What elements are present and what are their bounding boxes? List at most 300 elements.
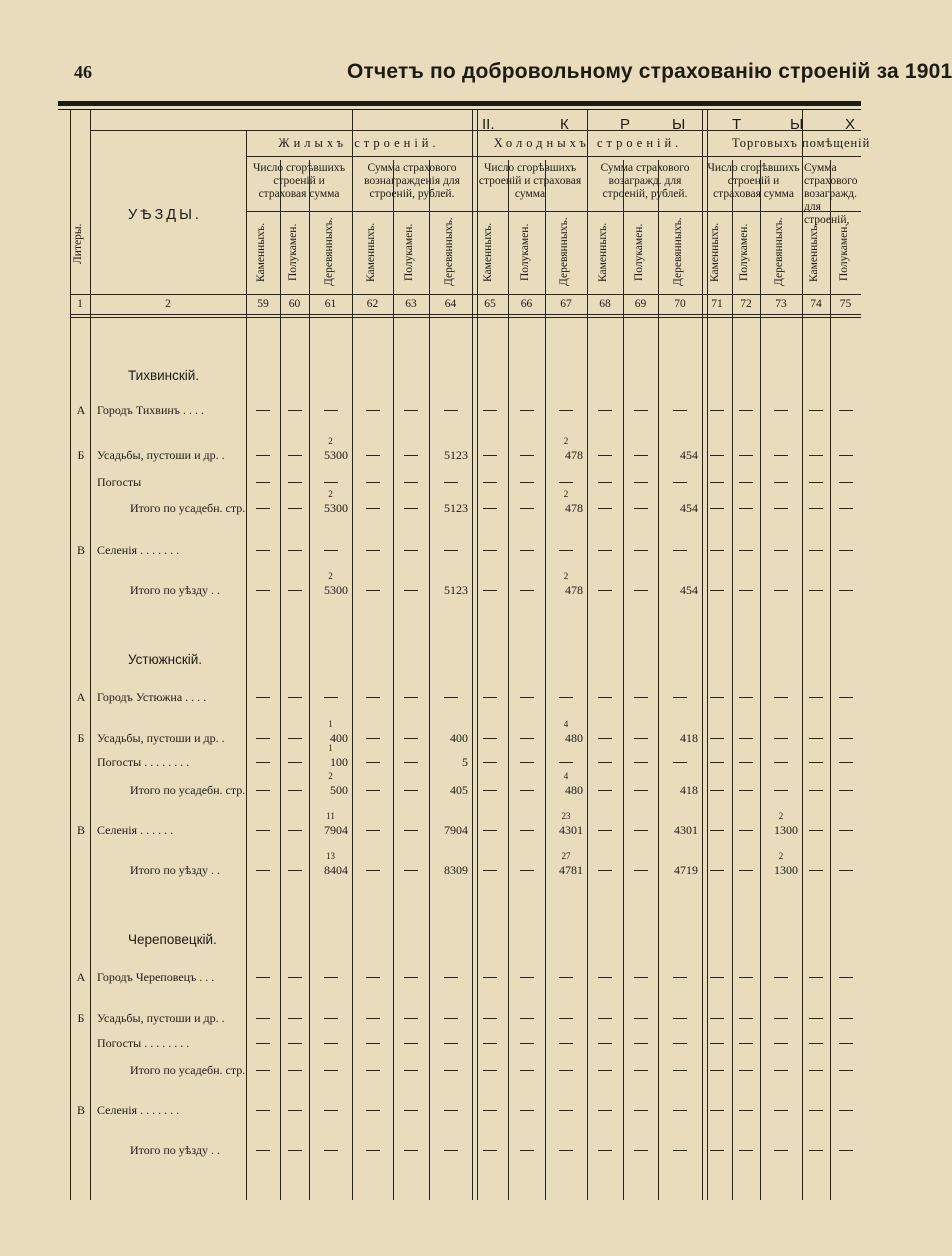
empty-dash — [634, 590, 648, 591]
column-rule — [280, 160, 281, 1200]
empty-dash — [559, 1043, 573, 1044]
row-label: Итого по усадебн. стр. — [130, 501, 246, 515]
empty-dash — [483, 1043, 497, 1044]
material-label: Полукамен. — [632, 223, 645, 281]
material-label: Деревянныхъ. — [442, 217, 455, 287]
empty-dash — [288, 1110, 302, 1111]
empty-dash — [710, 1043, 724, 1044]
empty-dash — [839, 830, 853, 831]
empty-dash — [444, 1018, 458, 1019]
empty-dash — [366, 762, 380, 763]
empty-dash — [520, 790, 534, 791]
empty-dash — [483, 762, 497, 763]
empty-dash — [809, 790, 823, 791]
empty-dash — [444, 482, 458, 483]
cell-value: 1300 — [774, 823, 798, 837]
empty-dash — [483, 830, 497, 831]
column-rule — [508, 160, 509, 1200]
empty-dash — [324, 697, 338, 698]
empty-dash — [739, 410, 753, 411]
empty-dash — [634, 870, 648, 871]
cell-count: 1 — [328, 743, 333, 753]
column-rule — [472, 110, 478, 1200]
empty-dash — [598, 482, 612, 483]
empty-dash — [774, 1043, 788, 1044]
empty-dash — [710, 738, 724, 739]
cell-value: 1300 — [774, 863, 798, 877]
empty-dash — [324, 1110, 338, 1111]
empty-dash — [288, 455, 302, 456]
empty-dash — [774, 977, 788, 978]
cell-value: 4781 — [559, 863, 583, 877]
empty-dash — [809, 1110, 823, 1111]
cell-count: 2 — [563, 571, 569, 581]
empty-dash — [366, 410, 380, 411]
empty-dash — [256, 870, 270, 871]
literas-header: Литеры. — [72, 223, 84, 265]
column-rule — [70, 110, 71, 1200]
empty-dash — [598, 1018, 612, 1019]
empty-dash — [634, 455, 648, 456]
column-rule — [393, 160, 394, 1200]
empty-dash — [483, 482, 497, 483]
sub-sum-cold: Сумма страхового возагражд. для строеній, рублей. — [600, 162, 690, 200]
empty-dash — [366, 977, 380, 978]
cell-count: 23 — [561, 811, 571, 821]
empty-dash — [483, 1018, 497, 1019]
empty-dash — [256, 1150, 270, 1151]
empty-dash — [710, 870, 724, 871]
column-rule — [802, 110, 803, 1200]
material-label: Деревянныхъ. — [773, 217, 785, 287]
empty-dash — [774, 410, 788, 411]
column-number: 66 — [520, 298, 533, 310]
cell-value: 7904 — [324, 823, 348, 837]
column-number: 62 — [366, 298, 379, 310]
empty-dash — [774, 762, 788, 763]
empty-dash — [256, 697, 270, 698]
empty-dash — [809, 1070, 823, 1071]
empty-dash — [774, 1018, 788, 1019]
column-rule — [658, 160, 659, 1200]
empty-dash — [634, 1018, 648, 1019]
empty-dash — [366, 482, 380, 483]
cell-value: 8404 — [324, 863, 348, 877]
empty-dash — [673, 762, 687, 763]
empty-dash — [710, 977, 724, 978]
empty-dash — [520, 830, 534, 831]
empty-dash — [366, 1070, 380, 1071]
empty-dash — [483, 738, 497, 739]
empty-dash — [839, 738, 853, 739]
empty-dash — [520, 482, 534, 483]
empty-dash — [774, 1070, 788, 1071]
sub-sum-living: Сумма страхового вознагражденія для строеній, рублей. — [364, 162, 460, 200]
empty-dash — [520, 410, 534, 411]
header-rule — [246, 156, 861, 157]
empty-dash — [288, 977, 302, 978]
empty-dash — [774, 508, 788, 509]
empty-dash — [809, 508, 823, 509]
column-number: 71 — [711, 298, 723, 310]
column-number: 60 — [288, 298, 301, 310]
empty-dash — [559, 410, 573, 411]
empty-dash — [598, 550, 612, 551]
empty-dash — [520, 1043, 534, 1044]
empty-dash — [634, 1110, 648, 1111]
column-number: 75 — [839, 298, 852, 310]
empty-dash — [774, 590, 788, 591]
cell-value: 4301 — [559, 823, 583, 837]
cell-value: 418 — [680, 783, 698, 797]
empty-dash — [520, 1150, 534, 1151]
empty-dash — [710, 482, 724, 483]
empty-dash — [404, 1150, 418, 1151]
empty-dash — [366, 508, 380, 509]
empty-dash — [839, 697, 853, 698]
empty-dash — [839, 590, 853, 591]
empty-dash — [839, 1110, 853, 1111]
empty-dash — [839, 762, 853, 763]
empty-dash — [710, 762, 724, 763]
row-litera: В — [76, 1103, 85, 1117]
column-number: 72 — [740, 298, 752, 310]
row-litera: А — [76, 403, 86, 417]
empty-dash — [366, 697, 380, 698]
row-litera: В — [76, 823, 85, 837]
top-rule-thin — [58, 109, 861, 110]
column-rule — [429, 160, 430, 1200]
material-label: Полукамен. — [518, 223, 531, 281]
empty-dash — [839, 550, 853, 551]
cell-value: 400 — [450, 731, 468, 745]
column-number: 68 — [599, 298, 611, 310]
sub-sum-trade: Сумма страхового возагражд. для строеній, — [804, 162, 858, 226]
empty-dash — [520, 697, 534, 698]
empty-dash — [839, 870, 853, 871]
empty-dash — [520, 738, 534, 739]
header-rule — [90, 130, 861, 131]
empty-dash — [404, 508, 418, 509]
empty-dash — [404, 762, 418, 763]
empty-dash — [598, 830, 612, 831]
empty-dash — [256, 410, 270, 411]
empty-dash — [839, 508, 853, 509]
empty-dash — [598, 455, 612, 456]
empty-dash — [366, 1110, 380, 1111]
empty-dash — [324, 977, 338, 978]
empty-dash — [634, 830, 648, 831]
empty-dash — [739, 1018, 753, 1019]
empty-dash — [598, 410, 612, 411]
empty-dash — [444, 1150, 458, 1151]
empty-dash — [839, 482, 853, 483]
empty-dash — [366, 1043, 380, 1044]
column-number: 67 — [560, 298, 572, 310]
empty-dash — [809, 1018, 823, 1019]
row-label: Итого по уѣзду . . — [130, 863, 220, 877]
empty-dash — [710, 1150, 724, 1151]
empty-dash — [444, 1043, 458, 1044]
empty-dash — [366, 870, 380, 871]
row-label: Погосты . . . . . . . . — [97, 755, 190, 769]
empty-dash — [444, 1110, 458, 1111]
row-litera: А — [76, 970, 86, 984]
page-number: 46 — [74, 62, 92, 82]
empty-dash — [520, 590, 534, 591]
section-letter: Х — [845, 116, 856, 133]
empty-dash — [634, 762, 648, 763]
empty-dash — [673, 482, 687, 483]
empty-dash — [634, 1150, 648, 1151]
empty-dash — [710, 590, 724, 591]
cell-count: 2 — [778, 811, 784, 821]
empty-dash — [520, 1070, 534, 1071]
empty-dash — [256, 830, 270, 831]
empty-dash — [839, 1150, 853, 1151]
cell-value: 478 — [565, 501, 583, 515]
empty-dash — [366, 590, 380, 591]
empty-dash — [288, 550, 302, 551]
cell-value: 480 — [565, 731, 583, 745]
empty-dash — [559, 977, 573, 978]
cell-value: 405 — [450, 783, 468, 797]
empty-dash — [598, 1150, 612, 1151]
empty-dash — [839, 1043, 853, 1044]
sub-count-cold: Число сгорѣвшихъ строеній и страховая сумма — [478, 162, 582, 200]
cell-value: 454 — [680, 448, 698, 462]
empty-dash — [444, 410, 458, 411]
row-litera: Б — [77, 1011, 85, 1025]
empty-dash — [739, 738, 753, 739]
section-letter: Ы — [790, 116, 804, 133]
empty-dash — [710, 1070, 724, 1071]
empty-dash — [710, 697, 724, 698]
empty-dash — [559, 1110, 573, 1111]
empty-dash — [739, 697, 753, 698]
empty-dash — [673, 410, 687, 411]
empty-dash — [288, 830, 302, 831]
material-label: Каменныхъ. — [482, 222, 494, 282]
district-name: Устюжнскій. — [128, 652, 203, 667]
empty-dash — [324, 550, 338, 551]
empty-dash — [739, 830, 753, 831]
empty-dash — [809, 977, 823, 978]
empty-dash — [809, 697, 823, 698]
empty-dash — [634, 550, 648, 551]
empty-dash — [520, 1110, 534, 1111]
empty-dash — [483, 1110, 497, 1111]
empty-dash — [634, 738, 648, 739]
empty-dash — [839, 977, 853, 978]
empty-dash — [673, 1110, 687, 1111]
empty-dash — [839, 1070, 853, 1071]
empty-dash — [288, 1043, 302, 1044]
empty-dash — [520, 550, 534, 551]
empty-dash — [288, 738, 302, 739]
column-rule — [352, 110, 353, 1200]
empty-dash — [366, 738, 380, 739]
empty-dash — [404, 1110, 418, 1111]
group-cold-header: Холодныхъ строеній. — [493, 136, 683, 150]
empty-dash — [559, 550, 573, 551]
group-living-header: Жилыхъ строеній. — [278, 136, 440, 150]
empty-dash — [520, 508, 534, 509]
empty-dash — [739, 977, 753, 978]
section-letter: Р — [620, 116, 631, 133]
empty-dash — [404, 482, 418, 483]
empty-dash — [404, 1018, 418, 1019]
empty-dash — [809, 762, 823, 763]
cell-count: 4 — [563, 719, 569, 729]
section-letter: II. — [482, 116, 495, 133]
empty-dash — [673, 550, 687, 551]
empty-dash — [634, 482, 648, 483]
cell-value: 500 — [330, 783, 348, 797]
empty-dash — [710, 830, 724, 831]
empty-dash — [288, 1070, 302, 1071]
empty-dash — [256, 550, 270, 551]
section-letter: К — [560, 116, 569, 133]
cell-value: 100 — [330, 755, 348, 769]
empty-dash — [559, 482, 573, 483]
empty-dash — [483, 697, 497, 698]
empty-dash — [634, 1043, 648, 1044]
empty-dash — [559, 762, 573, 763]
column-rule — [623, 160, 624, 1200]
empty-dash — [404, 830, 418, 831]
empty-dash — [288, 762, 302, 763]
empty-dash — [288, 1150, 302, 1151]
empty-dash — [288, 1018, 302, 1019]
empty-dash — [598, 1070, 612, 1071]
empty-dash — [809, 590, 823, 591]
cell-value: 5123 — [444, 583, 468, 597]
empty-dash — [404, 697, 418, 698]
empty-dash — [256, 1043, 270, 1044]
empty-dash — [483, 977, 497, 978]
empty-dash — [739, 1043, 753, 1044]
empty-dash — [366, 550, 380, 551]
empty-dash — [404, 790, 418, 791]
column-number: 64 — [444, 298, 457, 310]
empty-dash — [739, 1070, 753, 1071]
empty-dash — [839, 455, 853, 456]
empty-dash — [483, 508, 497, 509]
page-title: Отчетъ по добровольному страхованію строеній за 1901 — [347, 60, 952, 83]
empty-dash — [288, 410, 302, 411]
empty-dash — [366, 455, 380, 456]
empty-dash — [673, 697, 687, 698]
row-label: Городъ Тихвинъ . . . . — [97, 403, 205, 417]
empty-dash — [809, 1043, 823, 1044]
column-rule — [760, 160, 761, 1200]
empty-dash — [598, 762, 612, 763]
material-label: Каменныхъ. — [255, 222, 267, 282]
column-number: 61 — [324, 298, 337, 310]
empty-dash — [809, 550, 823, 551]
cell-count: 2 — [328, 571, 333, 581]
empty-dash — [366, 1150, 380, 1151]
empty-dash — [288, 697, 302, 698]
cell-value: 454 — [680, 501, 698, 515]
material-label: Деревянныхъ. — [672, 217, 684, 287]
row-label: Итого по уѣзду . . — [130, 1143, 220, 1157]
header-rule — [70, 317, 861, 318]
empty-dash — [404, 738, 418, 739]
row-label: Селенія . . . . . . . — [97, 543, 180, 557]
cell-count: 11 — [326, 811, 335, 821]
empty-dash — [404, 977, 418, 978]
column-rule — [830, 160, 831, 1200]
empty-dash — [404, 410, 418, 411]
empty-dash — [739, 455, 753, 456]
empty-dash — [520, 762, 534, 763]
empty-dash — [774, 455, 788, 456]
empty-dash — [483, 550, 497, 551]
section-letter: Ы — [672, 116, 686, 133]
row-litera: А — [76, 690, 86, 704]
material-label: Каменныхъ. — [597, 222, 609, 282]
empty-dash — [839, 410, 853, 411]
empty-dash — [673, 1070, 687, 1071]
empty-dash — [673, 1043, 687, 1044]
row-label: Городъ Устюжна . . . . — [97, 690, 207, 704]
empty-dash — [483, 870, 497, 871]
empty-dash — [483, 1070, 497, 1071]
empty-dash — [256, 1110, 270, 1111]
cell-value: 5300 — [324, 501, 348, 515]
empty-dash — [404, 590, 418, 591]
header-rule — [70, 314, 861, 315]
empty-dash — [288, 870, 302, 871]
empty-dash — [404, 870, 418, 871]
empty-dash — [598, 977, 612, 978]
cell-count: 4 — [563, 771, 569, 781]
column-rule — [90, 110, 91, 1200]
empty-dash — [774, 790, 788, 791]
empty-dash — [739, 1150, 753, 1151]
empty-dash — [598, 697, 612, 698]
cell-count: 2 — [778, 851, 784, 861]
cell-count: 1 — [328, 719, 333, 729]
empty-dash — [673, 1018, 687, 1019]
empty-dash — [366, 1018, 380, 1019]
empty-dash — [739, 870, 753, 871]
row-label: Усадьбы, пустоши и др. . — [97, 448, 225, 462]
empty-dash — [256, 738, 270, 739]
empty-dash — [256, 762, 270, 763]
empty-dash — [739, 550, 753, 551]
empty-dash — [710, 550, 724, 551]
empty-dash — [324, 1043, 338, 1044]
empty-dash — [774, 738, 788, 739]
empty-dash — [404, 455, 418, 456]
empty-dash — [839, 790, 853, 791]
cell-count: 2 — [328, 489, 333, 499]
material-label: Полукамен. — [286, 223, 299, 281]
empty-dash — [288, 482, 302, 483]
column-rule — [246, 130, 247, 1200]
empty-dash — [256, 482, 270, 483]
empty-dash — [404, 550, 418, 551]
empty-dash — [809, 482, 823, 483]
row-label: Итого по усадебн. стр. — [130, 1063, 246, 1077]
empty-dash — [809, 410, 823, 411]
row-litera: Б — [77, 731, 85, 745]
material-label: Полукамен. — [738, 223, 750, 281]
sub-count-trade: Число сгорѣвшихъ строеній и страховая сумма — [707, 162, 800, 200]
